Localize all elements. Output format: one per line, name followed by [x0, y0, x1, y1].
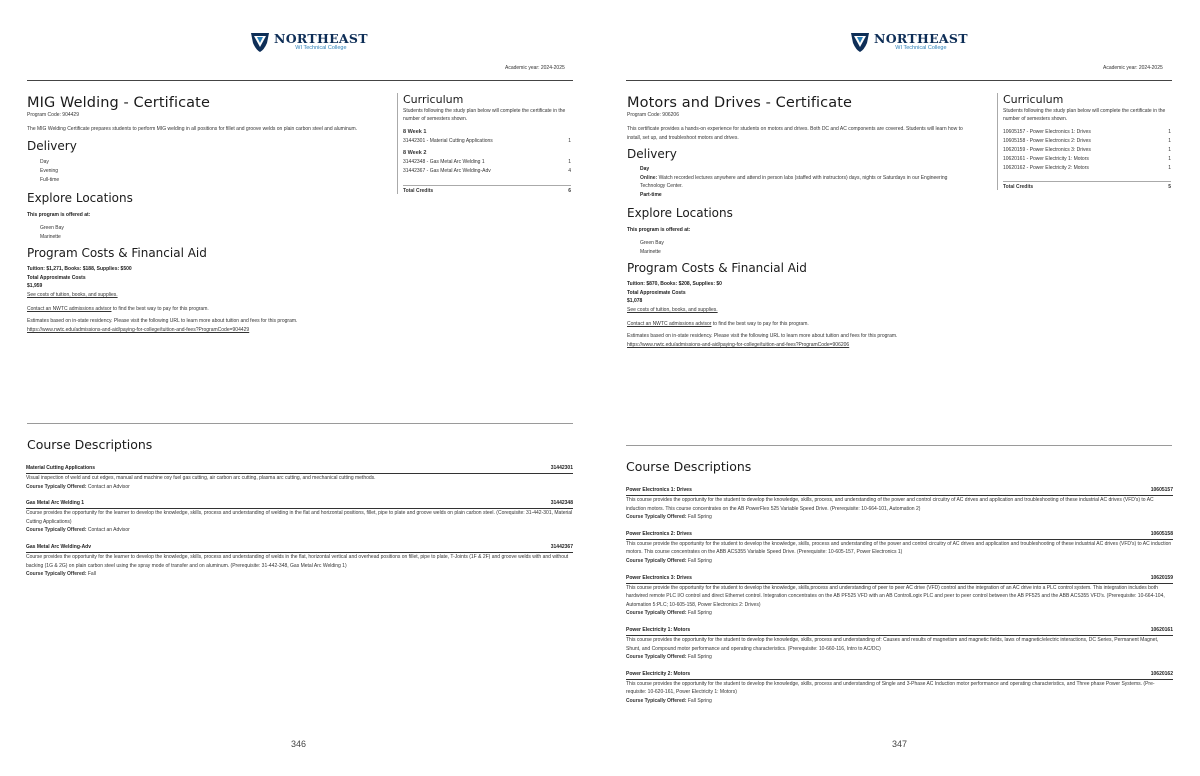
- offered-value: Fall Spring: [687, 654, 712, 661]
- course-descriptions-heading: Course Descriptions: [626, 459, 752, 474]
- program-description: This certificate provides a hands-on experience for students on motors and drives. Both DC and AC components are covered. Students will learn how to install, set up, and troubleshoot motors and drives.: [627, 126, 963, 141]
- college-name: NORTHEAST: [874, 30, 968, 46]
- delivery-item: Part-time: [640, 191, 662, 198]
- curriculum-heading: Curriculum: [403, 93, 464, 106]
- course-title: Power Electronics 1: Drives: [626, 487, 692, 493]
- advisor-link[interactable]: Contact an NWTC admissions advisor: [627, 320, 712, 327]
- course-title: Power Electronics 2: Drives: [626, 530, 692, 537]
- program-code: Program Code: 904429: [27, 112, 79, 118]
- course-description: [626, 627, 1173, 662]
- course-name: 31442301 - Material Cutting Applications: [403, 138, 493, 144]
- course-desc: This course provides the opportunity for the student to develop the knowledge, skills, process, and understanding of the power and control circuitry of AC drives and application and troubleshooting of these industrial AC drives (VFD's) to AC induction motors. This course concentrates on the AB PowerFlex 525 Variable Speed Drive. (Prerequisite: 10-664-101, Automation 2): [626, 497, 1154, 512]
- costs-heading: Program Costs & Financial Aid: [27, 246, 207, 261]
- locations-heading: Explore Locations: [627, 205, 733, 220]
- offered-label: Course Typically Offered:: [626, 697, 687, 704]
- section-rule: [27, 423, 573, 424]
- shield-logo-icon: [250, 31, 270, 53]
- total-costs-label: Total Approximate Costs: [27, 274, 86, 281]
- college-name: NORTHEAST: [274, 30, 368, 46]
- course-desc: This course provide the opportunity for the student to develop the knowledge, skills, process and understanding of the power and control circuitry of AC drives and application and troubleshooting of these industrial AC drives (VFD's) to AC induction motors. This course concentrates on the ABB ACS355 Variable Speed Drive. (Prerequisite: 10-605-157, Power Electronics 1): [626, 540, 1172, 556]
- course-title: Power Electricity 2: Motors: [626, 670, 691, 677]
- week1-label: 8 Week 1: [403, 129, 427, 135]
- course-credits: 1: [1168, 156, 1171, 162]
- advisor-rest: to find the best way to pay for this program.: [111, 305, 209, 312]
- fees-url-link[interactable]: https://www.nwtc.edu/admissions-and-aid/paying-for-college/tuition-and-fees?ProgramCode=906206: [627, 341, 850, 348]
- course-code: 10620162: [1150, 670, 1173, 677]
- page-number: 346: [291, 739, 307, 749]
- course-description: [626, 671, 1173, 706]
- course-descriptions-list: [26, 465, 573, 579]
- course-credits: 1: [1168, 165, 1171, 171]
- college-logo: [250, 31, 368, 53]
- course-name: 31442348 - Gas Metal Arc Welding 1: [403, 159, 485, 165]
- location-item: Green Bay: [640, 240, 664, 247]
- section-rule: [626, 445, 1172, 446]
- course-code: 31442367: [550, 543, 573, 550]
- offered-label: Course Typically Offered:: [626, 514, 687, 521]
- course-code: 31442301: [550, 465, 573, 471]
- course-title: Material Cutting Applications: [26, 465, 95, 471]
- total-costs-value: $1,078: [627, 298, 643, 305]
- total-costs-label: Total Approximate Costs: [627, 289, 686, 296]
- course-description: [626, 575, 1173, 618]
- course-name: 10620161 - Power Electricity 1: Motors: [1003, 156, 1089, 162]
- header-rule: [626, 80, 1172, 81]
- offered-label: Course Typically Offered:: [26, 483, 87, 490]
- course-offered: [26, 483, 573, 492]
- curriculum-total: [403, 185, 571, 194]
- costs-link[interactable]: See costs of tuition, books, and supplies.: [627, 306, 718, 313]
- advisor-link[interactable]: Contact an NWTC admissions advisor: [27, 305, 112, 312]
- course-offered: [626, 557, 1173, 566]
- delivery-heading: Delivery: [27, 138, 77, 153]
- curriculum-row: [403, 137, 571, 146]
- program-main-column: [27, 94, 382, 334]
- offered-value: Fall Spring: [687, 557, 712, 564]
- program-description: The MIG Welding Certificate prepares students to perform MIG welding in all positions for fillet and groove welds on plain carbon steel and aluminum.: [27, 126, 358, 132]
- curriculum-panel: [397, 93, 571, 194]
- curriculum-row: [403, 158, 571, 167]
- course-credits: 1: [568, 138, 571, 144]
- course-offered: [26, 526, 573, 535]
- offered-value: Contact an Advisor: [87, 527, 130, 534]
- location-item: Marinette: [40, 234, 61, 241]
- delivery-item: Full-time: [40, 176, 60, 183]
- delivery-item: Evening: [40, 167, 59, 174]
- course-code: 10620159: [1150, 574, 1173, 581]
- delivery-item: Day: [640, 166, 650, 173]
- curriculum-row: [1003, 155, 1171, 164]
- course-credits: 4: [568, 168, 571, 174]
- offered-value: Fall Spring: [687, 697, 712, 704]
- program-title: Motors and Drives - Certificate: [627, 95, 853, 111]
- costs-link[interactable]: See costs of tuition, books, and supplies.: [27, 291, 118, 298]
- curriculum-heading: Curriculum: [1003, 93, 1064, 106]
- curriculum-row: [403, 167, 571, 176]
- week2-label: 8 Week 2: [403, 150, 427, 156]
- course-credits: 1: [1168, 138, 1171, 144]
- course-description: [626, 487, 1173, 522]
- curriculum-row: [1003, 137, 1171, 146]
- college-subtitle: WI Technical College: [895, 45, 947, 51]
- curriculum-intro: Students following the study plan below will complete the certificate in the number of semesters shown.: [1003, 108, 1166, 122]
- curriculum-panel: [997, 93, 1171, 190]
- estimates-note: Estimates based on in-state residency. Please visit the following URL to learn more about tuition and fees for this program.: [27, 318, 298, 325]
- locations-list: [627, 239, 972, 257]
- course-code: 10605157: [1150, 487, 1173, 493]
- delivery-heading: Delivery: [627, 147, 677, 162]
- advisor-rest: to find the best way to pay for this program.: [711, 320, 809, 327]
- advisor-sentence: [627, 320, 972, 329]
- course-name: 10620162 - Power Electricity 2: Motors: [1003, 165, 1089, 171]
- course-desc: This course provides the opportunity for the student to develop the knowledge, skills, process and understanding of Single and 3-Phase AC Induction motor performance and operating characteristics, and Three phase Power Systems. (Pre-requisite: 10-620-161, Power Electricity 1: Motors): [626, 680, 1155, 696]
- delivery-item: Day: [40, 158, 49, 165]
- total-credits-label: Total Credits: [1003, 184, 1034, 190]
- offered-label: Course Typically Offered:: [626, 557, 687, 564]
- locations-heading: Explore Locations: [27, 190, 133, 205]
- delivery-list: [27, 158, 382, 185]
- online-desc: Watch recorded lectures anywhere and attend in person labs (staffed with instructors) days, nights or Saturdays in our Engineering Technology Center.: [640, 174, 948, 190]
- course-title: Power Electricity 1: Motors: [626, 626, 691, 633]
- offered-at-label: This program is offered at:: [627, 226, 691, 233]
- course-offered: [626, 513, 1173, 522]
- locations-list: [27, 224, 382, 242]
- course-credits: 1: [568, 159, 571, 165]
- program-title: MIG Welding - Certificate: [27, 95, 210, 111]
- costs-heading: Program Costs & Financial Aid: [627, 261, 807, 276]
- course-desc: This course provide the opportunity for the student to develop the knowledge, skills,process and understanding of peer to peer AC drive (VFD) control and the integration of an AC drive into a PLC control system. This integration includes both hardwired remote PLC I/O control and direct Ethernet control. Integration concentrates on the AB PF525 VFD with an AB ControlLogix PLC and peer to peer control between the AB PF525 and the ABB ACS355 VFD's. (Prerequisite: 10-664-104, Automation 5:PLC; 10-605-158, Power Electronics 2: Drives): [626, 584, 1165, 608]
- offered-label: Course Typically Offered:: [626, 654, 687, 661]
- tuition-line: Tuition: $870, Books: $208, Supplies: $0: [627, 281, 722, 288]
- course-description: [626, 531, 1173, 566]
- course-desc: Visual inspection of weld and cut edges, manual and machine oxy fuel gas cutting, air carbon arc cutting, plasma arc cutting, and mechanical cutting methods.: [26, 475, 376, 481]
- curriculum-row: [1003, 128, 1171, 137]
- course-desc: Course provides the opportunity for the learner to develop the knowledge, skills, process and understanding of welding in the flat and horizontal positions, fillet, pipe to plate and groove welds on plain carbon steel. (Corequisite: 31-442-301, Material Cutting Applications): [26, 510, 573, 525]
- catalog-page-right: [600, 0, 1200, 776]
- course-code: 10620161: [1150, 626, 1173, 633]
- location-item: Marinette: [640, 249, 661, 256]
- course-description: [26, 500, 573, 535]
- curriculum-row: [1003, 164, 1171, 173]
- course-code: 10605158: [1150, 530, 1173, 537]
- college-subtitle: WI Technical College: [295, 45, 347, 51]
- course-desc: This course provides the opportunity for the student to develop the knowledge, skills, process and understanding of: Causes and results of magnetism and magnetic fields, laws of magnetic/electric interactions, DC Series, Permanent Magnet, Shunt, and Compound motor performance and operating characteristics. (Prerequisite: 10-660-116, Intro to AC/DC): [626, 636, 1159, 652]
- curriculum-intro: Students following the study plan below will complete the certificate in the number of semesters shown.: [403, 108, 566, 122]
- offered-value: Fall Spring: [687, 610, 712, 617]
- total-costs-value: $1,959: [27, 283, 43, 290]
- course-name: 10605158 - Power Electronics 2: Drives: [1003, 138, 1091, 144]
- course-offered: [26, 570, 573, 579]
- offered-value: Fall: [87, 571, 96, 578]
- delivery-item-online: [640, 174, 972, 191]
- course-title: Gas Metal Arc Welding-Adv: [26, 543, 92, 550]
- course-descriptions-heading: Course Descriptions: [27, 437, 153, 452]
- fees-url-link[interactable]: https://www.nwtc.edu/admissions-and-aid/paying-for-college/tuition-and-fees?ProgramCode=904429: [27, 326, 250, 333]
- course-descriptions-list: [626, 487, 1173, 706]
- offered-value: Fall Spring: [687, 514, 712, 521]
- curriculum-total: [1003, 181, 1171, 190]
- course-title: Power Electronics 3: Drives: [626, 574, 692, 581]
- header-rule: [27, 80, 573, 81]
- program-main-column: [627, 94, 972, 349]
- offered-label: Course Typically Offered:: [626, 610, 687, 617]
- curriculum-row: [1003, 146, 1171, 155]
- tuition-line: Tuition: $1,271, Books: $188, Supplies: $500: [27, 266, 132, 273]
- course-title: Gas Metal Arc Welding 1: [26, 500, 85, 507]
- course-offered: [626, 653, 1173, 662]
- offered-value: Contact an Advisor: [87, 483, 130, 490]
- curriculum-list: [1003, 128, 1171, 173]
- offered-label: Course Typically Offered:: [26, 527, 87, 534]
- delivery-list: [627, 165, 972, 199]
- course-description: [26, 544, 573, 579]
- course-desc: Course provides the opportunity for the learner to develop the knowledge, skills, process and understanding of welds in the flat, horizontal vertical and overhead positions on fillet, pipe to plate, T-Joints (1F & 2F) and groove welds with and without backing (1G & 2G) on plain carbon steel using the spray mode of transfer and on aluminum. (Prerequisite: 31-442-348, Gas Metal Arc Welding 1): [26, 553, 569, 569]
- total-credits-value: 5: [1168, 184, 1171, 190]
- total-credits-label: Total Credits: [403, 188, 434, 194]
- estimates-note: Estimates based on in-state residency. Please visit the following URL to learn more about tuition and fees for this program.: [627, 333, 898, 340]
- offered-label: Course Typically Offered:: [26, 571, 87, 578]
- total-credits-value: 6: [568, 188, 571, 194]
- location-item: Green Bay: [40, 225, 64, 232]
- page-number: 347: [892, 739, 908, 749]
- course-credits: 1: [1168, 129, 1171, 135]
- course-code: 31442348: [550, 500, 573, 507]
- college-logo: [850, 31, 968, 53]
- advisor-sentence: [27, 305, 382, 314]
- academic-year: Academic year: 2024-2025: [505, 65, 565, 71]
- shield-logo-icon: [850, 31, 870, 53]
- course-credits: 1: [1168, 147, 1171, 153]
- online-label: Online:: [640, 174, 658, 181]
- course-name: 31442367 - Gas Metal Arc Welding-Adv: [403, 168, 491, 174]
- course-offered: [626, 609, 1173, 618]
- offered-at-label: This program is offered at:: [27, 211, 91, 218]
- course-name: 10605157 - Power Electronics 1: Drives: [1003, 129, 1091, 135]
- program-code: Program Code: 906206: [627, 112, 679, 118]
- course-description: [26, 465, 573, 491]
- course-name: 10620159 - Power Electronics 3: Drives: [1003, 147, 1091, 153]
- academic-year: Academic year: 2024-2025: [1103, 65, 1163, 71]
- course-offered: [626, 697, 1173, 706]
